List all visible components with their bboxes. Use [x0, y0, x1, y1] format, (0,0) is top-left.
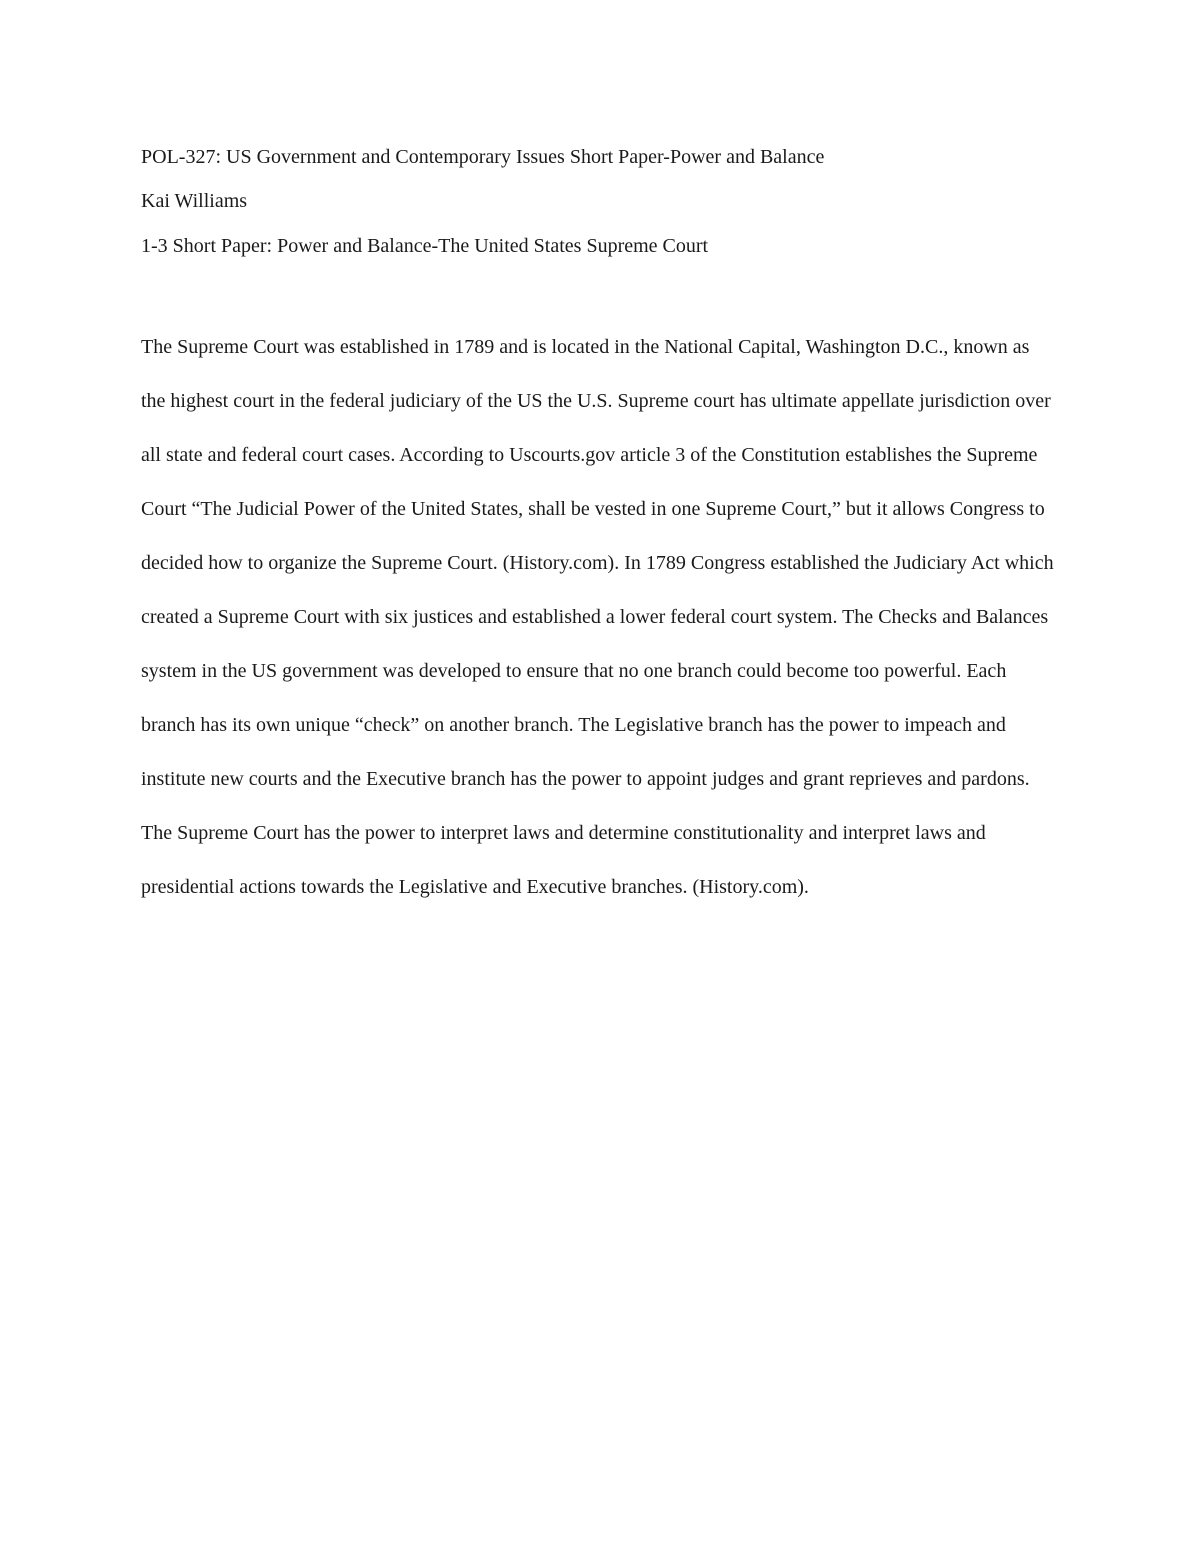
body-paragraph: The Supreme Court was established in 1789 and is located in the National Capital, Washington D.C., known as the highest court in the federal judiciary of the US the U.S. Supreme court has ultimate appellate jurisdiction over all state and federal court cases. According to Uscourts.gov article 3 of the Constitution establishes the Supreme Court “The Judicial Power of the United States, shall be vested in one Supreme Court,” but it allows Congress to decided how to organize the Supreme Court. (History.com). In 1789 Congress established the Judiciary Act which created a Supreme Court with six justices and established a lower federal court system. The Checks and Balances system in the US government was developed to ensure that no one branch could become too powerful. Each branch has its own unique “check” on another branch. The Legislative branch has the power to impeach and institute new courts and the Executive branch has the power to appoint judges and grant reprieves and pardons. The Supreme Court has the power to interpret laws and determine constitutionality and interpret laws and presidential actions towards the Legislative and Executive branches. (History.com). [141, 336, 1054, 898]
course-title: POL-327: US Government and Contemporary Issues Short Paper-Power and Balance [141, 146, 825, 168]
paper-title: 1-3 Short Paper: Power and Balance-The United States Supreme Court [141, 235, 709, 257]
author-name: Kai Williams [141, 190, 248, 212]
